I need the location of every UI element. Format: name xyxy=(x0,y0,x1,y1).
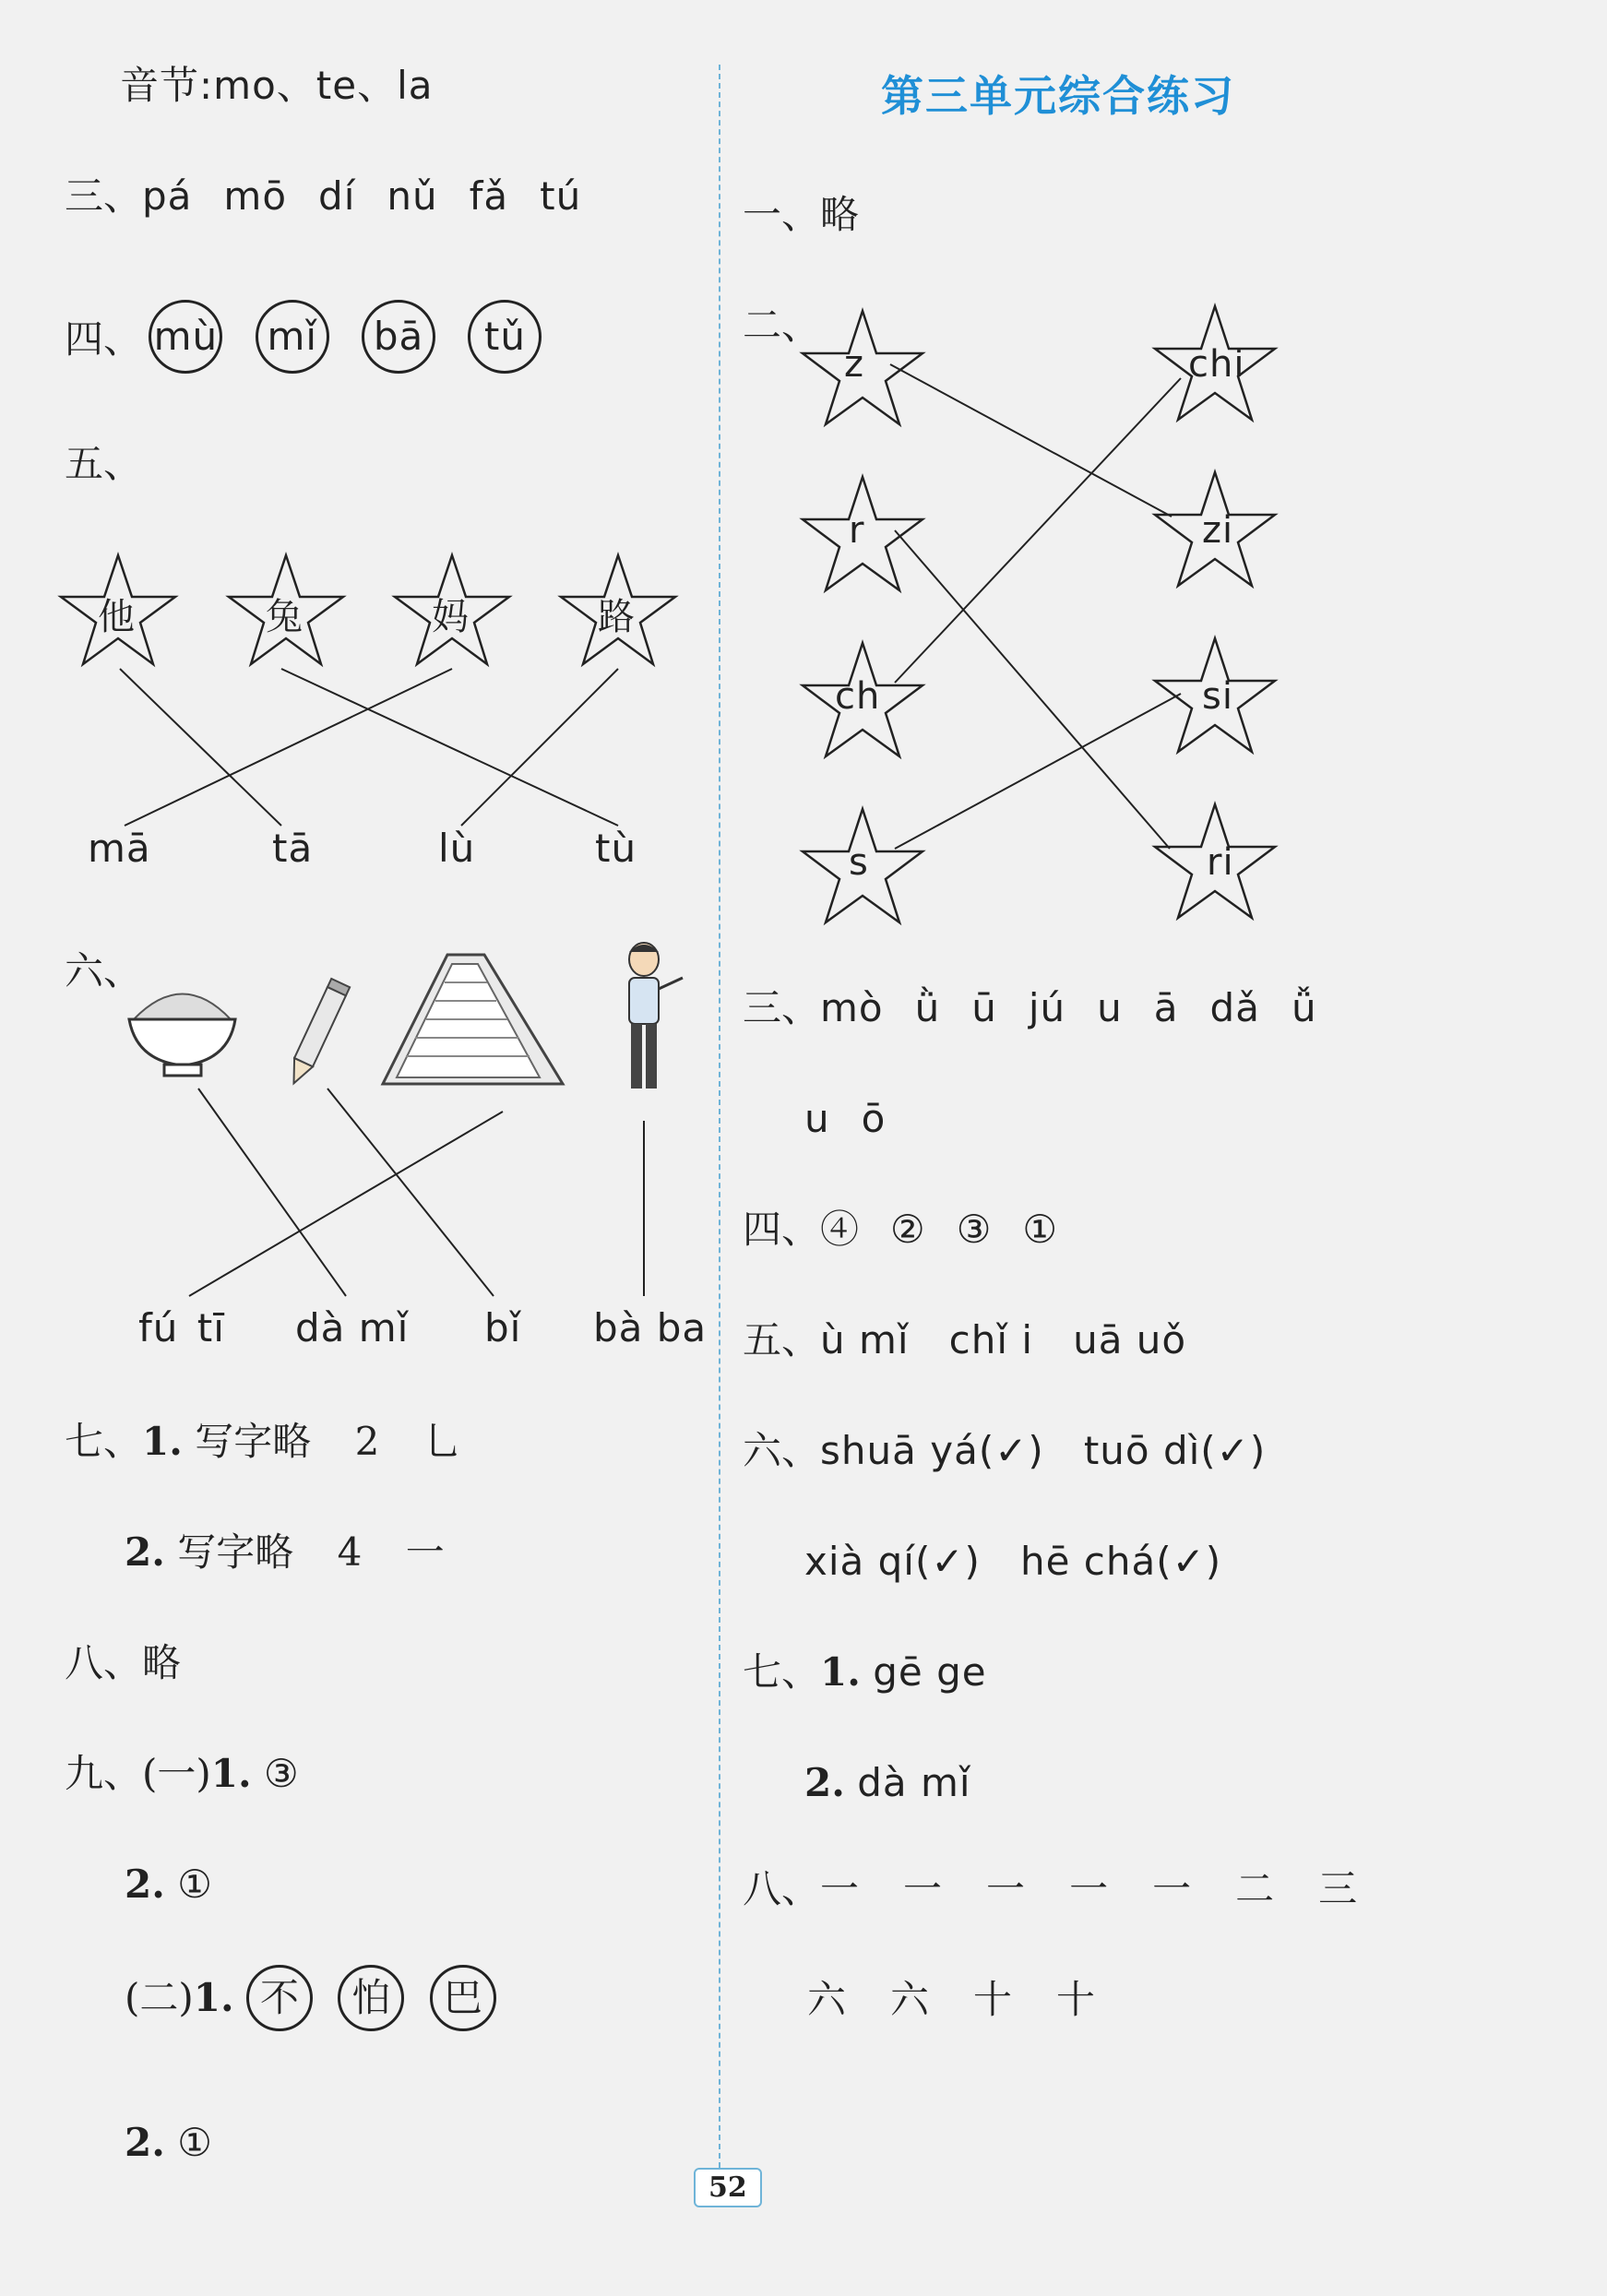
pinyin-item: dǎ xyxy=(1209,985,1260,1030)
pinyin-item: pá xyxy=(142,173,193,219)
pinyin-item: ū xyxy=(971,985,997,1030)
pinyin-answer: fú tī xyxy=(138,1305,225,1350)
star-pinyin: ri xyxy=(1207,841,1234,884)
answer-text: shuā yá(✓) tuō dì(✓) xyxy=(820,1428,1267,1473)
section-label: 五、 xyxy=(743,1317,821,1362)
pinyin-item: fǎ xyxy=(469,173,509,219)
pinyin-answer: bǐ xyxy=(484,1305,522,1350)
pinyin-item: u xyxy=(1097,985,1123,1030)
section-wu-right xyxy=(743,1315,1186,1366)
pinyin-answer: tā xyxy=(272,826,314,871)
answer-value: 2 xyxy=(354,1419,380,1464)
section-qi-right xyxy=(743,1647,987,1698)
question-number: 2. xyxy=(125,1862,165,1907)
pinyin-item: u xyxy=(804,1096,830,1141)
answer-value: ② xyxy=(890,1207,925,1252)
star-char: 路 xyxy=(598,596,635,638)
section-label: 六、 xyxy=(65,948,143,993)
pinyin-answer: lù xyxy=(438,826,476,871)
section-jiu-sub2-q2 xyxy=(125,2117,212,2169)
answer-value: 乚 xyxy=(423,1419,462,1464)
answer-char: 一 xyxy=(986,1866,1026,1911)
answer-text: xià qí(✓) hē chá(✓) xyxy=(804,1539,1222,1584)
pinyin-answer: tù xyxy=(595,826,637,871)
syllables-text: 音节:mo、te、la xyxy=(120,63,434,108)
section-san-left xyxy=(65,171,581,222)
pinyin-item: jú xyxy=(1028,985,1066,1030)
rice-bowl-icon xyxy=(129,994,235,1077)
circled-pinyin: tǔ xyxy=(468,300,542,374)
section-qi-right-2 xyxy=(804,1757,971,1809)
circled-char: 怕 xyxy=(338,1965,404,2031)
answer-text: gē ge xyxy=(873,1649,987,1695)
star-char: 妈 xyxy=(432,596,469,638)
question-number: 2. xyxy=(125,2120,165,2165)
answer-char: 六 xyxy=(890,1977,930,2022)
section-label: 九、(一) xyxy=(65,1751,211,1796)
answer-text: dà mǐ xyxy=(857,1760,971,1805)
pinyin-answer: dà mǐ xyxy=(295,1305,410,1350)
answer-value: 一 xyxy=(405,1529,445,1575)
picture-matching-liu xyxy=(120,941,710,1328)
section-label: 四、 xyxy=(743,1207,821,1252)
section-si-left xyxy=(65,300,542,374)
star-pinyin: chi xyxy=(1188,343,1245,386)
answer-value: 4 xyxy=(337,1529,363,1575)
section-qi-left-2 xyxy=(125,1527,445,1578)
answer-char: 二 xyxy=(1235,1866,1275,1911)
star-pinyin: zi xyxy=(1202,509,1234,552)
section-label: 八、 xyxy=(743,1866,821,1911)
section-label: 七、 xyxy=(743,1649,821,1695)
pinyin-item: mò xyxy=(820,985,884,1030)
section-san-right-row2 xyxy=(804,1093,886,1145)
circled-char: 不 xyxy=(246,1965,313,2031)
star-char: 他 xyxy=(98,596,135,638)
section-label: 三、 xyxy=(65,173,143,219)
pinyin-item: ǚ xyxy=(1291,985,1317,1030)
star-pinyin: s xyxy=(849,841,869,884)
circled-pinyin: mù xyxy=(149,300,222,374)
answer-value: ③ xyxy=(956,1207,992,1252)
section-ba-right xyxy=(743,1863,1357,1915)
section-yi-right: 一、略 xyxy=(743,192,860,237)
question-number: 1. xyxy=(142,1419,183,1464)
section-label: 四、 xyxy=(65,316,143,362)
star-pinyin: ch xyxy=(835,675,881,718)
answer-text: 写字略 xyxy=(195,1419,312,1464)
pinyin-item: mō xyxy=(223,173,288,219)
escalator-icon xyxy=(383,955,563,1084)
answer-char: 一 xyxy=(1069,1866,1109,1911)
star-pinyin: si xyxy=(1202,675,1233,718)
question-number: 2. xyxy=(804,1760,845,1805)
page-title: 第三单元综合练习 xyxy=(881,71,1235,121)
question-number: 1. xyxy=(820,1649,861,1695)
section-ba-left: 八、略 xyxy=(65,1640,182,1685)
answer-char: 十 xyxy=(1056,1977,1096,2022)
answer-char: 一 xyxy=(903,1866,943,1911)
pinyin-item: dí xyxy=(318,173,356,219)
page-number: 52 xyxy=(694,2168,762,2207)
answer-char: 十 xyxy=(973,1977,1013,2022)
section-jiu-sub2 xyxy=(125,1965,496,2031)
section-label: 六、 xyxy=(743,1428,821,1473)
answer-value: ③ xyxy=(264,1751,299,1796)
answer-text: 写字略 xyxy=(177,1529,294,1575)
answer-value: ① xyxy=(177,2120,212,2165)
star-pinyin: z xyxy=(844,343,864,386)
section-ba-right-row2 xyxy=(807,1974,1095,2026)
pinyin-item: nǔ xyxy=(387,173,438,219)
answer-char: 六 xyxy=(807,1977,847,2022)
section-jiu-left xyxy=(65,1748,299,1800)
circled-pinyin: bā xyxy=(362,300,435,374)
pinyin-item: ǜ xyxy=(914,985,941,1030)
star-matching-er xyxy=(793,295,1292,932)
section-si-right xyxy=(743,1204,1057,1255)
section-label: 七、 xyxy=(65,1419,143,1464)
sub-label: (二) xyxy=(125,1975,194,2020)
question-number: 2. xyxy=(125,1529,165,1575)
answer-char: 一 xyxy=(1152,1866,1192,1911)
syllables-line xyxy=(120,60,433,112)
section-label: 二、 xyxy=(743,303,821,348)
pencil-icon xyxy=(285,979,351,1088)
answer-value: ① xyxy=(1022,1207,1057,1252)
star-pinyin: r xyxy=(849,509,865,552)
question-number: 1. xyxy=(193,1975,234,2020)
answer-text: ù mǐ chǐ i uā uǒ xyxy=(820,1317,1187,1362)
answer-char: 三 xyxy=(1318,1866,1358,1911)
section-jiu-q2 xyxy=(125,1859,212,1910)
circled-pinyin: mǐ xyxy=(256,300,329,374)
dad-icon xyxy=(629,943,683,1089)
circled-char: 巴 xyxy=(430,1965,496,2031)
pinyin-item: tú xyxy=(540,173,582,219)
answer-char: 一 xyxy=(820,1866,860,1911)
column-divider xyxy=(719,65,720,2168)
star-char: 兔 xyxy=(266,596,303,638)
section-qi-left xyxy=(65,1416,462,1468)
pinyin-item: ō xyxy=(861,1096,887,1141)
section-label: 三、 xyxy=(743,985,821,1030)
pinyin-answer: mā xyxy=(88,826,151,871)
section-san-right xyxy=(743,982,1317,1034)
section-label: 五、 xyxy=(65,441,143,486)
answer-value: ① xyxy=(177,1862,212,1907)
pinyin-item: ā xyxy=(1153,985,1179,1030)
answer-value: ④ xyxy=(820,1207,860,1252)
pinyin-answer: bà ba xyxy=(593,1305,708,1350)
question-number: 1. xyxy=(210,1751,252,1796)
section-liu-right xyxy=(743,1425,1266,1477)
